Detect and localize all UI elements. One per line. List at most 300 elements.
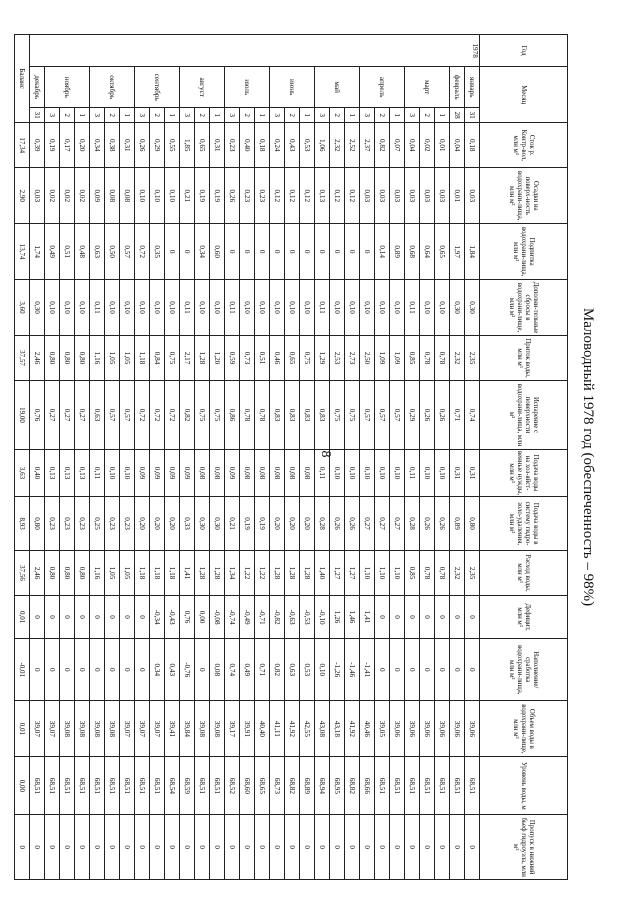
- total-value-cell: 0,01: [15, 596, 30, 639]
- value-cell: 0,34: [195, 224, 210, 280]
- decade-cell: 1: [75, 108, 90, 123]
- month-cell: декабрь: [30, 67, 45, 108]
- value-cell: 0,53: [300, 639, 315, 701]
- value-cell: 0,28: [405, 497, 420, 551]
- value-cell: 0,19: [240, 497, 255, 551]
- value-cell: 0,57: [105, 381, 120, 450]
- value-cell: 0,63: [90, 224, 105, 280]
- value-cell: 0,10: [60, 280, 75, 336]
- value-cell: 68,51: [390, 757, 405, 815]
- value-cell: 1,41: [360, 596, 375, 639]
- value-cell: 0: [330, 224, 345, 280]
- value-cell: 1,27: [330, 550, 345, 595]
- value-cell: 0,26: [435, 497, 450, 551]
- value-cell: 0: [225, 815, 240, 880]
- value-cell: 1,40: [315, 550, 330, 595]
- value-cell: 0,80: [465, 497, 480, 551]
- value-cell: 0,10: [435, 280, 450, 336]
- value-cell: 0,82: [180, 381, 195, 450]
- header-precip: Осадки на поверх-ность водохрани-лища, млн м³: [480, 168, 568, 224]
- value-cell: 0,23: [75, 497, 90, 551]
- value-cell: 1,74: [30, 224, 45, 280]
- value-cell: 0,08: [240, 449, 255, 496]
- value-cell: 0,23: [120, 497, 135, 551]
- value-cell: 0,08: [195, 449, 210, 496]
- value-cell: 0,83: [315, 381, 330, 450]
- page-number: 8: [318, 450, 333, 458]
- value-cell: 0,24: [270, 123, 285, 168]
- value-cell: 0,30: [210, 497, 225, 551]
- value-cell: 0,10: [285, 280, 300, 336]
- header-month: Месяц: [480, 67, 568, 123]
- value-cell: 0: [435, 639, 450, 701]
- total-value-cell: 8,93: [15, 497, 30, 551]
- decade-cell: 1: [165, 108, 180, 123]
- value-cell: 0: [345, 224, 360, 280]
- total-value-cell: 3,60: [15, 280, 30, 336]
- value-cell: 0,10: [375, 449, 390, 496]
- value-cell: -1,26: [330, 639, 345, 701]
- value-cell: 0,74: [225, 639, 240, 701]
- value-cell: 1,18: [135, 335, 150, 380]
- value-cell: 0,26: [135, 123, 150, 168]
- decade-cell: 3: [315, 108, 330, 123]
- value-cell: 39,08: [60, 701, 75, 757]
- value-cell: 0,57: [120, 381, 135, 450]
- total-row: [15, 35, 30, 880]
- value-cell: 43,18: [330, 701, 345, 757]
- total-value-cell: 2,90: [15, 168, 30, 224]
- value-cell: 0,02: [60, 168, 75, 224]
- month-cell: февраль: [450, 67, 465, 108]
- value-cell: 0,10: [435, 449, 450, 496]
- value-cell: 68,51: [210, 757, 225, 815]
- total-value-cell: 17,34: [15, 123, 30, 168]
- month-cell: июнь: [270, 67, 315, 108]
- month-cell: апрель: [360, 67, 405, 108]
- table-body: [15, 35, 480, 880]
- value-cell: 68,51: [105, 757, 120, 815]
- value-cell: 1,28: [285, 550, 300, 595]
- value-cell: 0: [165, 815, 180, 880]
- table-row: [240, 35, 255, 880]
- table-row: [420, 35, 435, 880]
- value-cell: 0: [195, 815, 210, 880]
- value-cell: 39,08: [75, 701, 90, 757]
- value-cell: 0: [105, 815, 120, 880]
- value-cell: 0,57: [360, 381, 375, 450]
- value-cell: 0: [420, 639, 435, 701]
- value-cell: 41,92: [345, 701, 360, 757]
- value-cell: 0,27: [360, 497, 375, 551]
- value-cell: 39,06: [420, 701, 435, 757]
- value-cell: 0,10: [45, 280, 60, 336]
- value-cell: -0,49: [240, 596, 255, 639]
- value-cell: 0,10: [315, 639, 330, 701]
- value-cell: 0,26: [225, 168, 240, 224]
- table-row: [135, 35, 150, 880]
- value-cell: 0: [285, 224, 300, 280]
- value-cell: 0,31: [120, 123, 135, 168]
- value-cell: 0,12: [345, 168, 360, 224]
- value-cell: 1,10: [390, 550, 405, 595]
- value-cell: 1,16: [90, 550, 105, 595]
- value-cell: 0,71: [255, 639, 270, 701]
- value-cell: 0: [285, 815, 300, 880]
- value-cell: 0,10: [150, 280, 165, 336]
- decade-cell: 3: [405, 108, 420, 123]
- value-cell: 68,51: [150, 757, 165, 815]
- value-cell: 68,51: [135, 757, 150, 815]
- value-cell: 39,08: [105, 701, 120, 757]
- decade-cell: 1: [300, 108, 315, 123]
- value-cell: 0,11: [90, 449, 105, 496]
- value-cell: 0,86: [225, 381, 240, 450]
- value-cell: 0,20: [300, 497, 315, 551]
- value-cell: 0,10: [210, 280, 225, 336]
- value-cell: 0,08: [120, 168, 135, 224]
- value-cell: 1,05: [120, 335, 135, 380]
- value-cell: 0,57: [375, 381, 390, 450]
- value-cell: 68,51: [45, 757, 60, 815]
- value-cell: 1,28: [210, 550, 225, 595]
- value-cell: 39,07: [120, 701, 135, 757]
- value-cell: 68,51: [375, 757, 390, 815]
- value-cell: 1,06: [315, 123, 330, 168]
- value-cell: 0,10: [345, 449, 360, 496]
- value-cell: 68,82: [345, 757, 360, 815]
- value-cell: 0,09: [225, 449, 240, 496]
- value-cell: -0,43: [165, 596, 180, 639]
- value-cell: 0,10: [330, 280, 345, 336]
- value-cell: 1,41: [180, 550, 195, 595]
- value-cell: 0,80: [45, 550, 60, 595]
- value-cell: 0,08: [210, 639, 225, 701]
- value-cell: 39,06: [465, 701, 480, 757]
- month-cell: ноябрь: [45, 67, 90, 108]
- value-cell: 0,27: [375, 497, 390, 551]
- value-cell: 0,11: [180, 280, 195, 336]
- value-cell: 0: [60, 639, 75, 701]
- value-cell: 0,10: [105, 449, 120, 496]
- value-cell: 1,05: [120, 550, 135, 595]
- value-cell: 0: [240, 224, 255, 280]
- value-cell: 0: [450, 639, 465, 701]
- decade-cell: 1: [390, 108, 405, 123]
- decade-cell: 2: [375, 108, 390, 123]
- value-cell: 0,20: [270, 497, 285, 551]
- table-row: [435, 35, 450, 880]
- decade-cell: 1: [210, 108, 225, 123]
- value-cell: 0,23: [60, 497, 75, 551]
- table-row: [120, 35, 135, 880]
- value-cell: 0: [315, 224, 330, 280]
- value-cell: 0: [360, 224, 375, 280]
- value-cell: 0,11: [405, 449, 420, 496]
- decade-cell: 3: [360, 108, 375, 123]
- value-cell: 42,55: [300, 701, 315, 757]
- value-cell: 0: [270, 224, 285, 280]
- value-cell: 0: [30, 596, 45, 639]
- value-cell: 2,35: [465, 335, 480, 380]
- value-cell: 0,03: [405, 168, 420, 224]
- value-cell: 39,41: [165, 701, 180, 757]
- value-cell: 68,51: [90, 757, 105, 815]
- value-cell: 0,50: [105, 224, 120, 280]
- value-cell: 0,10: [390, 280, 405, 336]
- value-cell: 2,73: [345, 335, 360, 380]
- value-cell: 0,89: [450, 497, 465, 551]
- value-cell: 0,10: [375, 280, 390, 336]
- value-cell: 0,20: [75, 123, 90, 168]
- value-cell: 0,11: [225, 280, 240, 336]
- value-cell: 2,46: [30, 550, 45, 595]
- value-cell: 1,10: [375, 550, 390, 595]
- value-cell: 0,10: [390, 449, 405, 496]
- table-row: [375, 35, 390, 880]
- value-cell: 0: [330, 815, 345, 880]
- value-cell: 0,89: [390, 224, 405, 280]
- value-cell: 39,08: [90, 701, 105, 757]
- value-cell: 0,84: [150, 335, 165, 380]
- value-cell: 0: [135, 639, 150, 701]
- value-cell: 0,83: [270, 381, 285, 450]
- value-cell: 0,43: [165, 639, 180, 701]
- decade-cell: 1: [255, 108, 270, 123]
- header-deficit: Дефицит, млн м³: [480, 596, 568, 639]
- value-cell: 0,19: [45, 123, 60, 168]
- value-cell: 0,10: [255, 280, 270, 336]
- value-cell: 0,29: [405, 381, 420, 450]
- value-cell: 68,51: [435, 757, 450, 815]
- decade-cell: 2: [330, 108, 345, 123]
- value-cell: 0,27: [60, 381, 75, 450]
- value-cell: 0,01: [435, 123, 450, 168]
- value-cell: 0,53: [300, 123, 315, 168]
- value-cell: 39,06: [435, 701, 450, 757]
- table-row: [390, 35, 405, 880]
- value-cell: 39,08: [195, 701, 210, 757]
- value-cell: 0,83: [300, 381, 315, 450]
- value-cell: 2,32: [330, 123, 345, 168]
- decade-cell: 3: [90, 108, 105, 123]
- value-cell: 0,09: [135, 449, 150, 496]
- decade-cell: 3: [270, 108, 285, 123]
- value-cell: 2,50: [360, 335, 375, 380]
- table-row: [345, 35, 360, 880]
- value-cell: 0: [300, 224, 315, 280]
- value-cell: 0,83: [285, 381, 300, 450]
- value-cell: 1,20: [210, 335, 225, 380]
- table-row: [315, 35, 330, 880]
- table-row: [90, 35, 105, 880]
- decade-cell: 2: [60, 108, 75, 123]
- value-cell: 0,10: [195, 280, 210, 336]
- value-cell: 1,97: [450, 224, 465, 280]
- value-cell: 0,76: [30, 381, 45, 450]
- value-cell: 0: [405, 815, 420, 880]
- value-cell: 68,51: [195, 757, 210, 815]
- value-cell: -0,08: [210, 596, 225, 639]
- value-cell: 0,11: [315, 449, 330, 496]
- value-cell: 0: [375, 639, 390, 701]
- total-label: Баланс: [15, 35, 30, 123]
- value-cell: 0,08: [105, 168, 120, 224]
- value-cell: 0: [105, 639, 120, 701]
- value-cell: 0: [180, 224, 195, 280]
- table-row: [255, 35, 270, 880]
- value-cell: 0: [375, 815, 390, 880]
- value-cell: 0,49: [240, 639, 255, 701]
- value-cell: 40,46: [360, 701, 375, 757]
- value-cell: 0,03: [30, 168, 45, 224]
- value-cell: 0,19: [195, 168, 210, 224]
- value-cell: 0,57: [390, 381, 405, 450]
- value-cell: 2,53: [330, 335, 345, 380]
- value-cell: 1,34: [225, 550, 240, 595]
- value-cell: 68,65: [255, 757, 270, 815]
- value-cell: 68,89: [300, 757, 315, 815]
- value-cell: 0: [270, 815, 285, 880]
- decade-cell: 2: [195, 108, 210, 123]
- value-cell: 0,04: [450, 123, 465, 168]
- value-cell: -0,71: [255, 596, 270, 639]
- value-cell: 0: [435, 815, 450, 880]
- value-cell: 0,85: [405, 550, 420, 595]
- value-cell: 39,07: [45, 701, 60, 757]
- value-cell: 0,03: [390, 168, 405, 224]
- value-cell: 2,52: [345, 123, 360, 168]
- value-cell: 0,51: [60, 224, 75, 280]
- table-row: [405, 35, 420, 880]
- value-cell: 39,06: [405, 701, 420, 757]
- value-cell: 0,30: [450, 280, 465, 336]
- value-cell: 0,00: [195, 596, 210, 639]
- month-cell: август: [180, 67, 225, 108]
- total-value-cell: 37,56: [15, 550, 30, 595]
- value-cell: 0,46: [270, 335, 285, 380]
- value-cell: 0,80: [30, 497, 45, 551]
- value-cell: 0,10: [105, 280, 120, 336]
- value-cell: 0,85: [405, 335, 420, 380]
- decade-cell: 28: [450, 108, 465, 123]
- value-cell: 0: [390, 639, 405, 701]
- value-cell: -0,34: [150, 596, 165, 639]
- value-cell: 0: [240, 815, 255, 880]
- table-canvas: [18, 34, 606, 880]
- value-cell: 0,20: [165, 497, 180, 551]
- value-cell: 0: [135, 596, 150, 639]
- value-cell: 0,12: [330, 168, 345, 224]
- value-cell: 0,10: [420, 449, 435, 496]
- value-cell: 68,51: [75, 757, 90, 815]
- month-cell: октябрь: [90, 67, 135, 108]
- value-cell: 0,72: [135, 224, 150, 280]
- value-cell: 0,10: [135, 168, 150, 224]
- value-cell: -0,82: [270, 596, 285, 639]
- value-cell: 0,03: [465, 168, 480, 224]
- value-cell: 0,31: [450, 449, 465, 496]
- value-cell: 0,35: [150, 224, 165, 280]
- value-cell: 0,10: [135, 280, 150, 336]
- value-cell: 0,74: [465, 381, 480, 450]
- table-row: [60, 35, 75, 880]
- table-row: [360, 35, 375, 880]
- value-cell: 0: [75, 815, 90, 880]
- value-cell: 1,28: [270, 550, 285, 595]
- value-cell: 0,10: [420, 280, 435, 336]
- value-cell: 0,13: [75, 449, 90, 496]
- value-cell: 1,84: [465, 224, 480, 280]
- total-value-cell: 3,63: [15, 449, 30, 496]
- month-cell: март: [405, 67, 450, 108]
- value-cell: 0,23: [105, 497, 120, 551]
- value-cell: 0,68: [405, 224, 420, 280]
- value-cell: 68,51: [465, 757, 480, 815]
- value-cell: -1,41: [360, 639, 375, 701]
- value-cell: 0: [405, 596, 420, 639]
- value-cell: 0,80: [75, 550, 90, 595]
- rotated-table-container: [18, 34, 606, 880]
- value-cell: 0,75: [195, 381, 210, 450]
- value-cell: 0,82: [270, 639, 285, 701]
- value-cell: 0,34: [90, 123, 105, 168]
- value-cell: 0,10: [165, 280, 180, 336]
- value-cell: 0,80: [60, 335, 75, 380]
- value-cell: 0: [450, 596, 465, 639]
- value-cell: 0,08: [270, 449, 285, 496]
- value-cell: 39,07: [30, 701, 45, 757]
- value-cell: 0: [345, 815, 360, 880]
- value-cell: 2,37: [360, 123, 375, 168]
- decade-cell: 1: [345, 108, 360, 123]
- value-cell: 0,09: [180, 449, 195, 496]
- value-cell: 0,23: [225, 123, 240, 168]
- value-cell: 0: [75, 639, 90, 701]
- value-cell: 0: [90, 815, 105, 880]
- value-cell: 0,28: [315, 497, 330, 551]
- value-cell: 0,78: [420, 335, 435, 380]
- value-cell: 0: [225, 224, 240, 280]
- value-cell: 1,29: [315, 335, 330, 380]
- value-cell: 1,16: [90, 335, 105, 380]
- value-cell: 0: [30, 639, 45, 701]
- value-cell: 0,20: [150, 497, 165, 551]
- table-row: [180, 35, 195, 880]
- value-cell: 0,10: [120, 449, 135, 496]
- value-cell: 0: [60, 596, 75, 639]
- table-row: [270, 35, 285, 880]
- decade-cell: 3: [225, 108, 240, 123]
- value-cell: 68,51: [120, 757, 135, 815]
- total-value-cell: 13,74: [15, 224, 30, 280]
- total-value-cell: 0,01: [15, 701, 30, 757]
- value-cell: 68,51: [30, 757, 45, 815]
- header-outflow: Расход воды, млн м³: [480, 550, 568, 595]
- value-cell: 1,18: [150, 550, 165, 595]
- value-cell: 0,75: [345, 381, 360, 450]
- value-cell: 68,66: [360, 757, 375, 815]
- value-cell: 0: [180, 815, 195, 880]
- value-cell: 0,08: [255, 449, 270, 496]
- month-cell: июль: [225, 67, 270, 108]
- value-cell: 0,51: [255, 335, 270, 380]
- value-cell: 0,29: [150, 123, 165, 168]
- value-cell: 0,03: [435, 168, 450, 224]
- value-cell: 0,30: [195, 497, 210, 551]
- header-accum: Наполнение/ сработка водохрани-лища, млн м³: [480, 639, 568, 701]
- value-cell: 0,13: [45, 449, 60, 496]
